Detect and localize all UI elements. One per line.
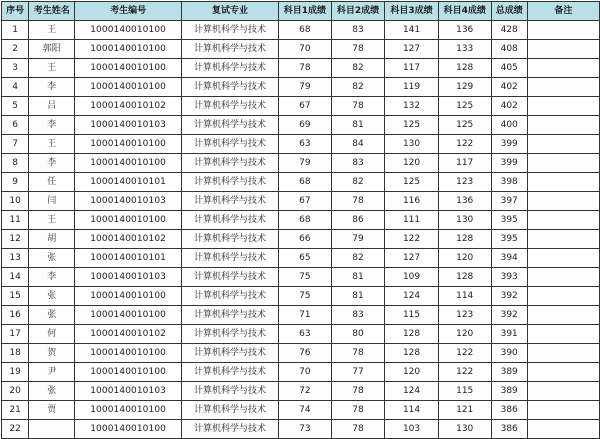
cell-subject2: 80 — [331, 325, 385, 344]
cell-subject3: 116 — [385, 192, 439, 211]
cell-subject3: 124 — [385, 287, 439, 306]
cell-name: 王 — [29, 59, 75, 78]
cell-total: 400 — [491, 116, 527, 135]
cell-subject1: 79 — [278, 78, 331, 97]
cell-subject3: 125 — [385, 173, 439, 192]
cell-note — [527, 59, 599, 78]
cell-major: 计算机科学与技术 — [182, 363, 279, 382]
cell-major: 计算机科学与技术 — [182, 268, 279, 287]
cell-total: 389 — [491, 363, 527, 382]
cell-id: 1000140010100 — [75, 211, 182, 230]
cell-no: 5 — [2, 97, 29, 116]
cell-name — [29, 420, 75, 439]
cell-subject1: 68 — [278, 21, 331, 40]
cell-subject3: 141 — [385, 21, 439, 40]
table-row — [2, 268, 600, 287]
cell-name: 胡 — [29, 230, 75, 249]
cell-major: 计算机科学与技术 — [182, 21, 279, 40]
cell-no: 16 — [2, 306, 29, 325]
table-row — [2, 211, 600, 230]
cell-subject2: 81 — [331, 287, 385, 306]
table-row — [2, 78, 600, 97]
cell-major: 计算机科学与技术 — [182, 382, 279, 401]
cell-subject2: 78 — [331, 382, 385, 401]
cell-subject2: 83 — [331, 306, 385, 325]
cell-subject3: 109 — [385, 268, 439, 287]
cell-name: 何 — [29, 325, 75, 344]
cell-total: 397 — [491, 192, 527, 211]
cell-subject2: 78 — [331, 40, 385, 59]
cell-no: 19 — [2, 363, 29, 382]
header-subject1: 科目1成绩 — [278, 2, 331, 21]
cell-subject2: 82 — [331, 173, 385, 192]
cell-no: 18 — [2, 344, 29, 363]
cell-id: 1000140010102 — [75, 230, 182, 249]
cell-subject1: 79 — [278, 154, 331, 173]
table-row — [2, 21, 600, 40]
cell-name: 李 — [29, 268, 75, 287]
cell-id: 1000140010100 — [75, 135, 182, 154]
cell-no: 13 — [2, 249, 29, 268]
cell-name: 王 — [29, 211, 75, 230]
cell-major: 计算机科学与技术 — [182, 192, 279, 211]
header-no: 序号 — [2, 2, 29, 21]
cell-note — [527, 268, 599, 287]
cell-subject3: 114 — [385, 401, 439, 420]
cell-subject1: 69 — [278, 116, 331, 135]
table-row — [2, 135, 600, 154]
cell-total: 395 — [491, 230, 527, 249]
cell-subject1: 68 — [278, 173, 331, 192]
cell-subject4: 130 — [438, 211, 491, 230]
cell-major: 计算机科学与技术 — [182, 325, 279, 344]
cell-note — [527, 78, 599, 97]
cell-subject1: 71 — [278, 306, 331, 325]
cell-id: 1000140010100 — [75, 78, 182, 97]
cell-note — [527, 401, 599, 420]
cell-subject1: 67 — [278, 97, 331, 116]
table-row — [2, 344, 600, 363]
cell-id: 1000140010103 — [75, 116, 182, 135]
cell-subject1: 67 — [278, 192, 331, 211]
cell-subject4: 123 — [438, 306, 491, 325]
cell-subject2: 83 — [331, 21, 385, 40]
cell-major: 计算机科学与技术 — [182, 420, 279, 439]
cell-subject4: 130 — [438, 420, 491, 439]
table-row — [2, 192, 600, 211]
cell-subject4: 122 — [438, 344, 491, 363]
cell-subject2: 78 — [331, 401, 385, 420]
cell-id: 1000140010101 — [75, 249, 182, 268]
cell-subject3: 119 — [385, 78, 439, 97]
cell-id: 1000140010100 — [75, 59, 182, 78]
cell-subject4: 122 — [438, 135, 491, 154]
cell-no: 1 — [2, 21, 29, 40]
cell-subject4: 128 — [438, 59, 491, 78]
cell-name: 贾 — [29, 401, 75, 420]
cell-subject3: 111 — [385, 211, 439, 230]
cell-note — [527, 40, 599, 59]
cell-major: 计算机科学与技术 — [182, 135, 279, 154]
cell-note — [527, 287, 599, 306]
header-name: 考生姓名 — [29, 2, 75, 21]
cell-no: 14 — [2, 268, 29, 287]
cell-subject2: 78 — [331, 344, 385, 363]
cell-major: 计算机科学与技术 — [182, 211, 279, 230]
cell-id: 1000140010100 — [75, 287, 182, 306]
cell-no: 7 — [2, 135, 29, 154]
cell-no: 15 — [2, 287, 29, 306]
cell-subject1: 73 — [278, 420, 331, 439]
header-note: 备注 — [527, 2, 599, 21]
cell-subject2: 81 — [331, 268, 385, 287]
cell-no: 10 — [2, 192, 29, 211]
cell-note — [527, 306, 599, 325]
cell-total: 395 — [491, 211, 527, 230]
cell-name: 张 — [29, 382, 75, 401]
cell-subject4: 128 — [438, 268, 491, 287]
cell-major: 计算机科学与技术 — [182, 287, 279, 306]
cell-no: 6 — [2, 116, 29, 135]
cell-subject1: 74 — [278, 401, 331, 420]
cell-note — [527, 344, 599, 363]
cell-total: 402 — [491, 97, 527, 116]
cell-subject4: 114 — [438, 287, 491, 306]
cell-major: 计算机科学与技术 — [182, 401, 279, 420]
cell-subject2: 79 — [331, 230, 385, 249]
cell-total: 390 — [491, 344, 527, 363]
cell-subject3: 120 — [385, 154, 439, 173]
cell-name: 王 — [29, 21, 75, 40]
cell-total: 392 — [491, 306, 527, 325]
cell-subject2: 78 — [331, 97, 385, 116]
cell-no: 20 — [2, 382, 29, 401]
cell-subject2: 81 — [331, 116, 385, 135]
cell-total: 398 — [491, 173, 527, 192]
cell-subject4: 128 — [438, 230, 491, 249]
cell-subject3: 120 — [385, 363, 439, 382]
cell-subject1: 68 — [278, 211, 331, 230]
cell-total: 392 — [491, 287, 527, 306]
cell-total: 394 — [491, 249, 527, 268]
table-row — [2, 59, 600, 78]
cell-no: 8 — [2, 154, 29, 173]
cell-major: 计算机科学与技术 — [182, 97, 279, 116]
cell-subject3: 132 — [385, 97, 439, 116]
cell-total: 389 — [491, 382, 527, 401]
cell-total: 399 — [491, 154, 527, 173]
cell-subject4: 120 — [438, 325, 491, 344]
cell-id: 1000140010100 — [75, 21, 182, 40]
cell-note — [527, 382, 599, 401]
cell-subject3: 130 — [385, 135, 439, 154]
cell-subject4: 125 — [438, 97, 491, 116]
cell-name: 郭阳 — [29, 40, 75, 59]
cell-name: 李 — [29, 154, 75, 173]
cell-major: 计算机科学与技术 — [182, 173, 279, 192]
cell-subject1: 72 — [278, 382, 331, 401]
cell-no: 9 — [2, 173, 29, 192]
cell-major: 计算机科学与技术 — [182, 230, 279, 249]
cell-subject1: 66 — [278, 230, 331, 249]
cell-note — [527, 249, 599, 268]
cell-total: 408 — [491, 40, 527, 59]
cell-note — [527, 325, 599, 344]
table-row — [2, 325, 600, 344]
header-subject4: 科目4成绩 — [438, 2, 491, 21]
cell-subject2: 86 — [331, 211, 385, 230]
cell-name: 尹 — [29, 363, 75, 382]
cell-note — [527, 192, 599, 211]
cell-name: 吕 — [29, 97, 75, 116]
cell-name: 张 — [29, 306, 75, 325]
table-row — [2, 401, 600, 420]
cell-subject4: 117 — [438, 154, 491, 173]
cell-major: 计算机科学与技术 — [182, 249, 279, 268]
cell-subject3: 124 — [385, 382, 439, 401]
cell-subject4: 122 — [438, 363, 491, 382]
cell-major: 计算机科学与技术 — [182, 306, 279, 325]
cell-subject3: 127 — [385, 40, 439, 59]
cell-subject3: 128 — [385, 344, 439, 363]
cell-subject4: 121 — [438, 401, 491, 420]
cell-total: 386 — [491, 401, 527, 420]
table-row — [2, 154, 600, 173]
cell-major: 计算机科学与技术 — [182, 40, 279, 59]
cell-name: 李 — [29, 116, 75, 135]
cell-subject3: 128 — [385, 325, 439, 344]
cell-subject3: 127 — [385, 249, 439, 268]
cell-major: 计算机科学与技术 — [182, 59, 279, 78]
header-major: 复试专业 — [182, 2, 279, 21]
cell-id: 1000140010100 — [75, 306, 182, 325]
cell-no: 17 — [2, 325, 29, 344]
cell-total: 402 — [491, 78, 527, 97]
cell-subject4: 120 — [438, 249, 491, 268]
header-id: 考生编号 — [75, 2, 182, 21]
cell-name: 任 — [29, 173, 75, 192]
cell-subject1: 70 — [278, 40, 331, 59]
table-row — [2, 249, 600, 268]
cell-note — [527, 211, 599, 230]
table-row — [2, 230, 600, 249]
table-row — [2, 173, 600, 192]
cell-id: 1000140010103 — [75, 268, 182, 287]
cell-no: 22 — [2, 420, 29, 439]
table-body — [2, 21, 600, 439]
cell-id: 1000140010100 — [75, 344, 182, 363]
table-row — [2, 40, 600, 59]
cell-subject3: 117 — [385, 59, 439, 78]
cell-note — [527, 154, 599, 173]
cell-subject2: 82 — [331, 59, 385, 78]
cell-subject3: 122 — [385, 230, 439, 249]
cell-id: 1000140010101 — [75, 173, 182, 192]
cell-no: 11 — [2, 211, 29, 230]
cell-total: 399 — [491, 135, 527, 154]
cell-note — [527, 363, 599, 382]
cell-subject4: 123 — [438, 173, 491, 192]
cell-subject2: 78 — [331, 192, 385, 211]
cell-no: 4 — [2, 78, 29, 97]
cell-note — [527, 173, 599, 192]
cell-subject1: 70 — [278, 363, 331, 382]
cell-major: 计算机科学与技术 — [182, 344, 279, 363]
cell-subject2: 84 — [331, 135, 385, 154]
table-row — [2, 363, 600, 382]
table-row — [2, 97, 600, 116]
cell-id: 1000140010103 — [75, 192, 182, 211]
cell-subject4: 129 — [438, 78, 491, 97]
cell-note — [527, 116, 599, 135]
cell-subject2: 83 — [331, 154, 385, 173]
cell-no: 12 — [2, 230, 29, 249]
cell-note — [527, 97, 599, 116]
cell-subject2: 78 — [331, 420, 385, 439]
cell-subject4: 136 — [438, 192, 491, 211]
table-row — [2, 116, 600, 135]
cell-subject1: 78 — [278, 59, 331, 78]
cell-subject3: 115 — [385, 306, 439, 325]
cell-total: 386 — [491, 420, 527, 439]
cell-id: 1000140010100 — [75, 154, 182, 173]
header-subject2: 科目2成绩 — [331, 2, 385, 21]
cell-subject4: 136 — [438, 21, 491, 40]
cell-name: 张 — [29, 249, 75, 268]
cell-id: 1000140010102 — [75, 97, 182, 116]
cell-total: 405 — [491, 59, 527, 78]
header-row — [2, 2, 600, 21]
cell-note — [527, 135, 599, 154]
cell-id: 1000140010100 — [75, 401, 182, 420]
header-total: 总成绩 — [491, 2, 527, 21]
cell-subject1: 65 — [278, 249, 331, 268]
table-row — [2, 420, 600, 439]
table-row — [2, 306, 600, 325]
cell-total: 428 — [491, 21, 527, 40]
cell-no: 3 — [2, 59, 29, 78]
cell-name: 闫 — [29, 192, 75, 211]
cell-major: 计算机科学与技术 — [182, 78, 279, 97]
cell-id: 1000140010100 — [75, 40, 182, 59]
cell-total: 393 — [491, 268, 527, 287]
cell-subject2: 77 — [331, 363, 385, 382]
cell-no: 21 — [2, 401, 29, 420]
cell-name: 李 — [29, 78, 75, 97]
header-subject3: 科目3成绩 — [385, 2, 439, 21]
cell-no: 2 — [2, 40, 29, 59]
cell-subject1: 75 — [278, 287, 331, 306]
cell-name: 张 — [29, 287, 75, 306]
cell-id: 1000140010100 — [75, 420, 182, 439]
cell-subject4: 133 — [438, 40, 491, 59]
cell-subject1: 75 — [278, 268, 331, 287]
cell-id: 1000140010102 — [75, 325, 182, 344]
cell-subject2: 82 — [331, 78, 385, 97]
cell-major: 计算机科学与技术 — [182, 154, 279, 173]
cell-major: 计算机科学与技术 — [182, 116, 279, 135]
cell-subject3: 103 — [385, 420, 439, 439]
cell-id: 1000140010100 — [75, 363, 182, 382]
cell-subject1: 76 — [278, 344, 331, 363]
cell-subject1: 63 — [278, 325, 331, 344]
cell-subject3: 125 — [385, 116, 439, 135]
cell-note — [527, 420, 599, 439]
table-row — [2, 382, 600, 401]
table-row — [2, 287, 600, 306]
cell-subject2: 82 — [331, 249, 385, 268]
cell-name: 贺 — [29, 344, 75, 363]
cell-subject1: 63 — [278, 135, 331, 154]
cell-note — [527, 21, 599, 40]
cell-total: 391 — [491, 325, 527, 344]
cell-id: 1000140010103 — [75, 382, 182, 401]
cell-name: 王 — [29, 135, 75, 154]
score-table — [1, 1, 600, 439]
cell-note — [527, 230, 599, 249]
cell-subject4: 115 — [438, 382, 491, 401]
cell-subject4: 125 — [438, 116, 491, 135]
